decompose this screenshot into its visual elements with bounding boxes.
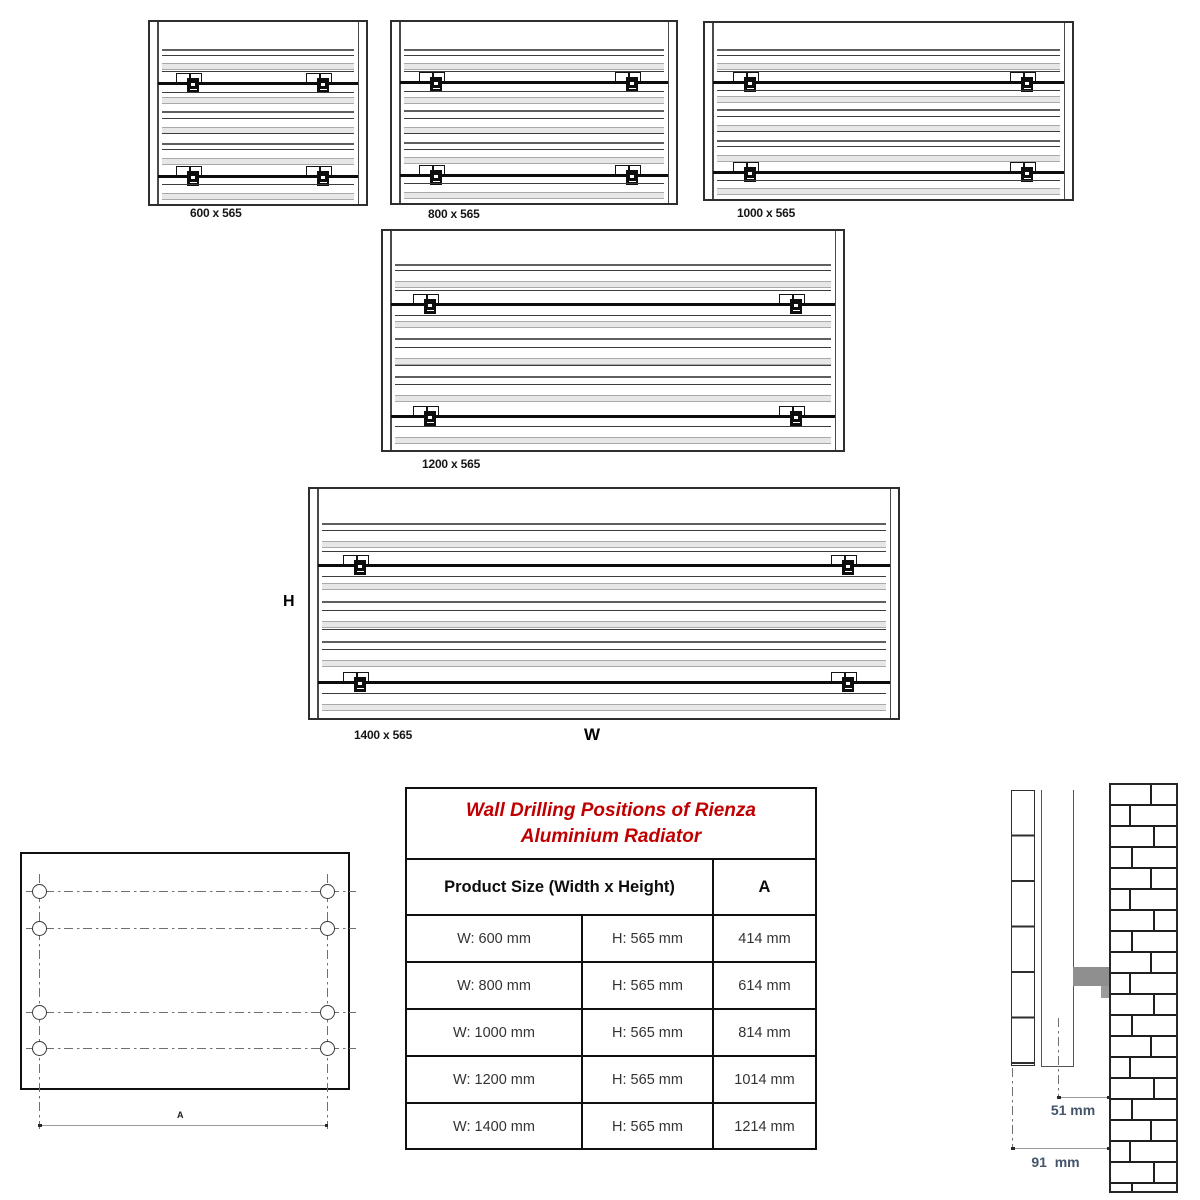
- dimension-value-91: 91 mm: [1031, 1154, 1080, 1170]
- bracket-pin-slot: [793, 310, 800, 312]
- radiator-slat: [717, 109, 1060, 111]
- drilling-positions-table: [405, 787, 817, 1150]
- bracket-pin-dot: [191, 83, 195, 86]
- radiator-slat: [162, 92, 354, 93]
- brick-row: [1111, 1100, 1176, 1121]
- mounting-rail-line: [318, 681, 890, 684]
- bracket-pin-dot: [428, 416, 432, 419]
- bracket-pin-slot: [357, 688, 364, 690]
- cell-height: H: 565 mm: [581, 916, 712, 961]
- drill-hole: [32, 921, 47, 936]
- brick-joint: [1129, 806, 1131, 825]
- brick-joint: [1153, 1079, 1155, 1098]
- width-axis-label: W: [584, 725, 601, 744]
- bracket-pin-dot: [434, 82, 438, 85]
- brick-joint: [1150, 1037, 1152, 1056]
- radiator-slat: [404, 142, 664, 144]
- brick-joint: [1153, 995, 1155, 1014]
- radiator-slat: [717, 140, 1060, 142]
- radiator-left-rail: [317, 489, 319, 718]
- radiator-slat: [395, 321, 831, 328]
- radiator-slat: [395, 338, 831, 340]
- radiator-slat: [404, 149, 664, 150]
- radiator-slat: [395, 376, 831, 378]
- bracket-pin-dot: [434, 175, 438, 178]
- table-header-product-size: Product Size (Width x Height): [444, 877, 675, 896]
- cell-height: H: 565 mm: [581, 963, 712, 1008]
- radiator-slat: [322, 629, 886, 630]
- dimension-value-51: 51 mm: [1050, 1102, 1096, 1118]
- drill-hole: [32, 884, 47, 899]
- hole-centerline-vertical: [39, 874, 40, 1129]
- bracket-pin: [790, 411, 802, 426]
- radiator-slat: [162, 49, 354, 51]
- radiator-slat: [322, 601, 886, 603]
- drill-hole: [320, 884, 335, 899]
- table-title: [407, 789, 815, 860]
- cell-a: 1014 mm: [712, 1057, 815, 1102]
- radiator-slat: [395, 437, 831, 444]
- bracket-pin: [430, 77, 442, 92]
- radiator-slat: [404, 157, 664, 164]
- bracket-pin-slot: [845, 571, 852, 573]
- radiator-slat: [395, 358, 831, 365]
- bracket-pin-dot: [191, 176, 195, 179]
- radiator-size-label: 1400 x 565: [354, 728, 413, 742]
- mounting-rail-line: [391, 303, 835, 306]
- cell-width: W: 600 mm: [457, 930, 531, 947]
- bracket-pin-slot: [427, 422, 434, 424]
- radiator-slat: [404, 97, 664, 104]
- bracket-pin: [187, 78, 199, 93]
- radiator-slat: [322, 576, 886, 577]
- cell-width: W: 1000 mm: [453, 1024, 535, 1041]
- bracket-pin: [317, 78, 329, 93]
- cell-a: 814 mm: [712, 1010, 815, 1055]
- centerline-51: [1058, 1018, 1059, 1098]
- radiator-slat: [717, 96, 1060, 103]
- radiator-slat: [404, 183, 664, 184]
- radiator-slat: [404, 91, 664, 92]
- radiator-profile-column: [1011, 790, 1035, 1066]
- radiator-slat: [717, 180, 1060, 181]
- radiator-slat: [717, 155, 1060, 162]
- dimension-value-a: A: [177, 1110, 184, 1120]
- brick-joint: [1131, 1184, 1133, 1193]
- radiator-diagram-1400: [308, 487, 900, 720]
- cell-a: 1214 mm: [712, 1104, 815, 1149]
- brick-joint: [1153, 911, 1155, 930]
- radiator-slat: [162, 149, 354, 150]
- wall-bracket: [1073, 967, 1111, 986]
- radiator-slat: [717, 116, 1060, 117]
- cell-height: H: 565 mm: [581, 1104, 712, 1149]
- radiator-slat: [717, 188, 1060, 195]
- cell-height: H: 565 mm: [581, 1057, 712, 1102]
- radiator-slat: [404, 49, 664, 51]
- table-row: [407, 1102, 815, 1149]
- brick-row: [1111, 1058, 1176, 1079]
- hole-centerline-horizontal: [26, 928, 356, 929]
- drill-hole: [320, 921, 335, 936]
- dimension-line-a: [39, 1125, 327, 1126]
- brick-joint: [1150, 953, 1152, 972]
- bracket-pin-dot: [1025, 82, 1029, 85]
- bracket-pin-slot: [320, 89, 327, 91]
- brick-row: [1111, 890, 1176, 911]
- drill-template-outline: [20, 852, 350, 1090]
- cell-height: H: 565 mm: [581, 1010, 712, 1055]
- brick-row: [1111, 827, 1176, 848]
- brick-row: [1111, 995, 1176, 1016]
- radiator-slat: [404, 55, 664, 56]
- hole-centerline-vertical: [327, 874, 328, 1129]
- brick-row: [1111, 869, 1176, 890]
- bracket-pin-slot: [190, 89, 197, 91]
- radiator-slat: [404, 118, 664, 119]
- radiator-diagram-1000: [703, 21, 1074, 201]
- bracket-pin-slot: [845, 688, 852, 690]
- bracket-pin-dot: [358, 565, 362, 568]
- brick-row: [1111, 785, 1176, 806]
- radiator-slat: [322, 649, 886, 650]
- dimension-line-51: [1058, 1097, 1109, 1098]
- radiator-slat: [322, 541, 886, 548]
- brick-row: [1111, 932, 1176, 953]
- radiator-slat: [162, 143, 354, 145]
- radiator-slat: [395, 365, 831, 366]
- bracket-pin-dot: [630, 82, 634, 85]
- bracket-pin-dot: [630, 175, 634, 178]
- brick-joint: [1131, 1100, 1133, 1119]
- radiator-slat: [162, 158, 354, 165]
- brick-row: [1111, 1142, 1176, 1163]
- height-axis-label: H: [283, 593, 295, 610]
- brick-row: [1111, 1184, 1176, 1193]
- table-title-line2: Aluminium Radiator: [520, 825, 702, 847]
- mounting-rail-line: [713, 81, 1064, 84]
- bracket-pin: [626, 77, 638, 92]
- table-body: [407, 916, 815, 1149]
- radiator-slat: [322, 583, 886, 590]
- bracket-pin: [842, 560, 854, 575]
- drill-hole: [320, 1041, 335, 1056]
- bracket-pin: [842, 677, 854, 692]
- radiator-slat: [322, 704, 886, 711]
- dimension-line-91: [1012, 1148, 1109, 1149]
- radiator-size-label: 800 x 565: [428, 207, 480, 221]
- radiator-slat: [162, 184, 354, 185]
- radiator-slat: [717, 55, 1060, 56]
- table-row: [407, 961, 815, 1008]
- bracket-pin-dot: [846, 682, 850, 685]
- radiator-slat: [162, 118, 354, 119]
- table-header-a: A: [712, 860, 815, 914]
- brick-joint: [1131, 848, 1133, 867]
- bracket-pin: [424, 299, 436, 314]
- radiator-right-rail: [890, 489, 892, 718]
- brick-wall: [1109, 783, 1178, 1193]
- bracket-pin-slot: [629, 88, 636, 90]
- radiator-slat: [322, 621, 886, 628]
- radiator-slat: [395, 281, 831, 288]
- bracket-pin-dot: [428, 304, 432, 307]
- cell-width: W: 1200 mm: [453, 1071, 535, 1088]
- mounting-rail-line: [318, 564, 890, 567]
- radiator-slat: [322, 610, 886, 611]
- hole-centerline-horizontal: [26, 1012, 356, 1013]
- brick-row: [1111, 1121, 1176, 1142]
- hole-centerline-horizontal: [26, 1048, 356, 1049]
- radiator-slat: [717, 71, 1060, 72]
- drill-hole: [32, 1041, 47, 1056]
- brick-joint: [1153, 1163, 1155, 1182]
- bracket-pin-slot: [793, 422, 800, 424]
- table-title-line1: Wall Drilling Positions of Rienza: [466, 799, 756, 821]
- radiator-slat: [395, 315, 831, 316]
- radiator-slat: [162, 111, 354, 113]
- brick-joint: [1150, 869, 1152, 888]
- radiator-slat: [162, 97, 354, 104]
- radiator-diagram-800: [390, 20, 678, 205]
- radiator-slat: [717, 90, 1060, 91]
- radiator-slat: [395, 290, 831, 291]
- mounting-rail-line: [391, 415, 835, 418]
- radiator-slat: [322, 523, 886, 525]
- bracket-pin-dot: [358, 682, 362, 685]
- bracket-pin-dot: [846, 565, 850, 568]
- brick-joint: [1129, 890, 1131, 909]
- radiator-size-label: 600 x 565: [190, 206, 242, 220]
- bracket-pin-dot: [748, 172, 752, 175]
- bracket-pin: [790, 299, 802, 314]
- radiator-slat: [404, 133, 664, 134]
- table-row: [407, 916, 815, 961]
- bracket-pin-dot: [748, 82, 752, 85]
- dimension-end-dot: [38, 1124, 42, 1128]
- radiator-slat: [322, 530, 886, 531]
- brick-row: [1111, 1016, 1176, 1037]
- radiator-slat: [322, 551, 886, 552]
- bracket-pin: [424, 411, 436, 426]
- radiator-size-label: 1000 x 565: [737, 206, 796, 220]
- radiator-slat: [395, 384, 831, 385]
- radiator-slat: [395, 264, 831, 266]
- table-row: [407, 1008, 815, 1055]
- radiator-slat: [404, 110, 664, 112]
- table-header: [407, 860, 815, 916]
- bracket-pin: [354, 677, 366, 692]
- bracket-pin: [354, 560, 366, 575]
- radiator-slat: [162, 71, 354, 72]
- bracket-pin-dot: [321, 176, 325, 179]
- table-row: [407, 1055, 815, 1102]
- radiator-slat: [162, 193, 354, 200]
- brick-joint: [1129, 974, 1131, 993]
- brick-row: [1111, 974, 1176, 995]
- brick-joint: [1153, 827, 1155, 846]
- dimension-end-dot: [325, 1124, 329, 1128]
- bracket-pin-dot: [321, 83, 325, 86]
- brick-joint: [1129, 1058, 1131, 1077]
- radiator-slat: [162, 63, 354, 70]
- radiator-slat: [404, 192, 664, 199]
- brick-row: [1111, 848, 1176, 869]
- cell-a: 614 mm: [712, 963, 815, 1008]
- radiator-size-label: 1200 x 565: [422, 457, 481, 471]
- brick-joint: [1131, 932, 1133, 951]
- radiator-slat: [322, 660, 886, 667]
- radiator-slat: [717, 63, 1060, 70]
- radiator-slat: [717, 49, 1060, 51]
- radiator-slat: [395, 347, 831, 348]
- bracket-pin-dot: [794, 304, 798, 307]
- radiator-slat: [717, 131, 1060, 132]
- radiator-diagram-1200: [381, 229, 845, 452]
- radiator-slat: [395, 395, 831, 402]
- brick-joint: [1150, 785, 1152, 804]
- radiator-slat: [162, 55, 354, 56]
- centerline-91: [1012, 1068, 1013, 1150]
- drill-hole: [32, 1005, 47, 1020]
- brick-joint: [1129, 1142, 1131, 1161]
- bracket-pin-slot: [427, 310, 434, 312]
- radiator-slat: [395, 270, 831, 271]
- bracket-pin-dot: [794, 416, 798, 419]
- brick-row: [1111, 806, 1176, 827]
- brick-joint: [1131, 1016, 1133, 1035]
- bracket-pin-slot: [357, 571, 364, 573]
- drill-hole: [320, 1005, 335, 1020]
- radiator-slat: [404, 63, 664, 70]
- hole-centerline-horizontal: [26, 891, 356, 892]
- brick-joint: [1150, 1121, 1152, 1140]
- brick-row: [1111, 911, 1176, 932]
- radiator-slat: [717, 146, 1060, 147]
- mounting-rail-line: [713, 171, 1064, 174]
- cell-a: 414 mm: [712, 916, 815, 961]
- brick-row: [1111, 1037, 1176, 1058]
- radiator-slat: [322, 693, 886, 694]
- bracket-pin-dot: [1025, 172, 1029, 175]
- brick-row: [1111, 953, 1176, 974]
- brick-row: [1111, 1163, 1176, 1184]
- bracket-pin-slot: [433, 88, 440, 90]
- radiator-slat: [395, 426, 831, 427]
- radiator-diagram-600: [148, 20, 368, 206]
- cell-width: W: 800 mm: [457, 977, 531, 994]
- radiator-slat: [322, 641, 886, 643]
- radiator-slat: [162, 133, 354, 134]
- brick-row: [1111, 1079, 1176, 1100]
- cell-width: W: 1400 mm: [453, 1118, 535, 1135]
